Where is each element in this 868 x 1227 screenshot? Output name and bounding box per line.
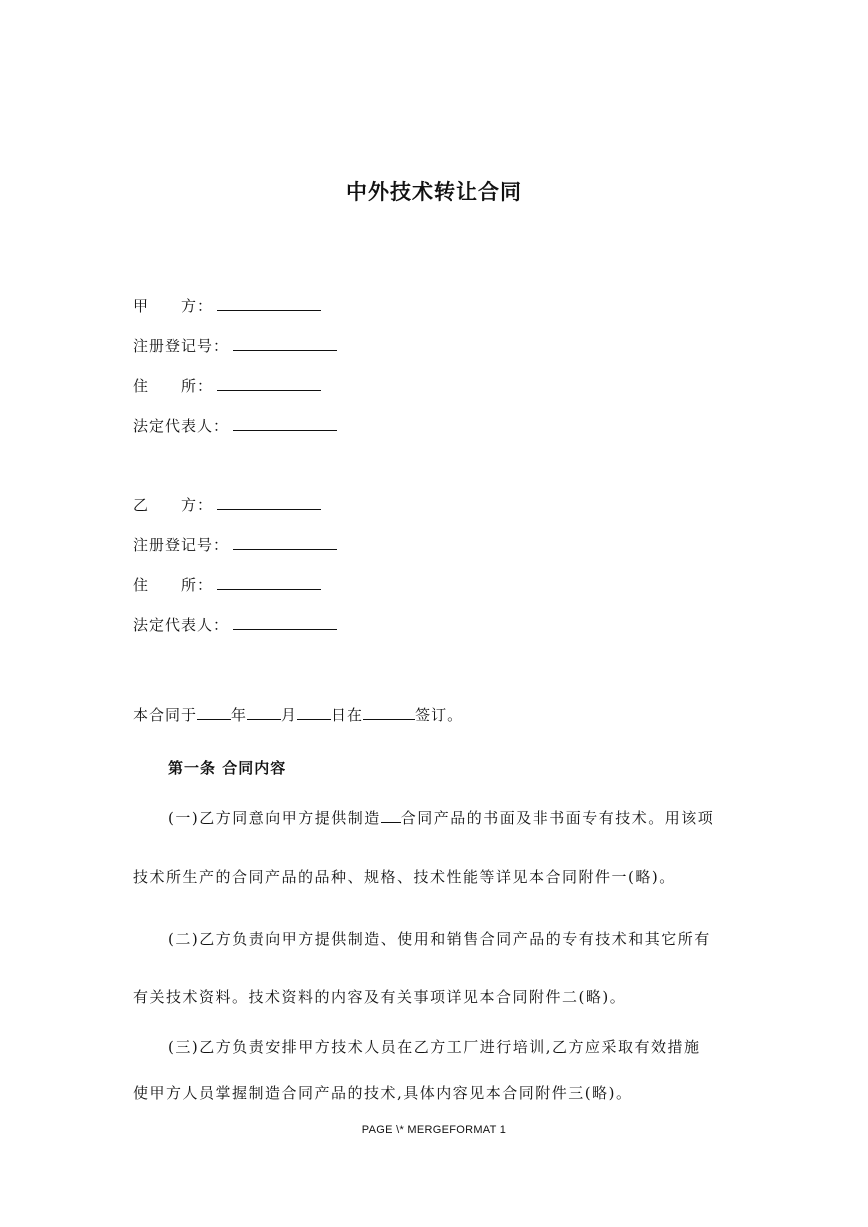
party-a-reg-label: 注册登记号：: [133, 337, 230, 355]
signing-day-blank: [297, 705, 331, 720]
article-1-para-1-line-2: 技术所生产的合同产品的品种、规格、技术性能等详见本合同附件一(略)。: [133, 868, 676, 886]
signing-place-blank: [363, 705, 415, 720]
party-b-addr-field: [133, 575, 321, 595]
article-1-para-2-line-2: 有关技术资料。技术资料的内容及有关事项详见本合同附件二(略)。: [133, 988, 627, 1006]
party-a-addr-blank: [217, 376, 321, 391]
para-1-blank: [381, 808, 401, 823]
party-a-reg-field: [133, 336, 337, 356]
party-a-reg-blank: [233, 336, 337, 351]
signing-month-blank: [247, 705, 281, 720]
article-1-para-3-line-1: (三)乙方负责安排甲方技术人员在乙方工厂进行培训,乙方应采取有效措施: [168, 1038, 701, 1056]
article-1-heading: 第一条 合同内容: [168, 759, 287, 777]
party-a-blank: [217, 296, 321, 311]
party-b-rep-field: [133, 615, 337, 635]
party-b-reg-blank: [233, 535, 337, 550]
article-1-para-2-line-1: (二)乙方负责向甲方提供制造、使用和销售合同产品的专有技术和其它所有: [168, 930, 711, 948]
para-1-text-b: 合同产品的书面及非书面专有技术。用该项: [400, 809, 715, 827]
article-1-para-3-line-2: 使甲方人员掌握制造合同产品的技术,具体内容见本合同附件三(略)。: [133, 1084, 633, 1102]
signing-year-blank: [197, 705, 231, 720]
signing-line: [133, 705, 463, 725]
party-a-rep-label: 法定代表人：: [133, 417, 230, 435]
party-a-addr-label: 住 所：: [133, 377, 214, 395]
article-1-para-1-line-1: [168, 808, 714, 828]
signing-year-label: 年: [231, 706, 248, 724]
signing-month-label: 月: [281, 706, 298, 724]
para-1-text-a: (一)乙方同意向甲方提供制造: [168, 809, 381, 827]
document-title: 中外技术转让合同: [346, 179, 522, 204]
party-b-addr-blank: [217, 575, 321, 590]
page-footer: PAGE \* MERGEFORMAT 1: [361, 1124, 507, 1136]
party-b-rep-label: 法定代表人：: [133, 616, 230, 634]
signing-day-label: 日在: [331, 706, 364, 724]
party-a-rep-field: [133, 416, 337, 436]
party-b-reg-field: [133, 535, 337, 555]
party-a-addr-field: [133, 376, 321, 396]
signing-prefix: 本合同于: [133, 706, 198, 724]
party-b-label: 乙 方：: [133, 496, 214, 514]
party-b-addr-label: 住 所：: [133, 576, 214, 594]
party-a-label: 甲 方：: [133, 297, 214, 315]
party-b-name-field: [133, 495, 321, 515]
party-a-name-field: [133, 296, 321, 316]
party-b-rep-blank: [233, 615, 337, 630]
party-b-blank: [217, 495, 321, 510]
signing-suffix: 签订。: [415, 706, 464, 724]
party-b-reg-label: 注册登记号：: [133, 536, 230, 554]
party-a-rep-blank: [233, 416, 337, 431]
